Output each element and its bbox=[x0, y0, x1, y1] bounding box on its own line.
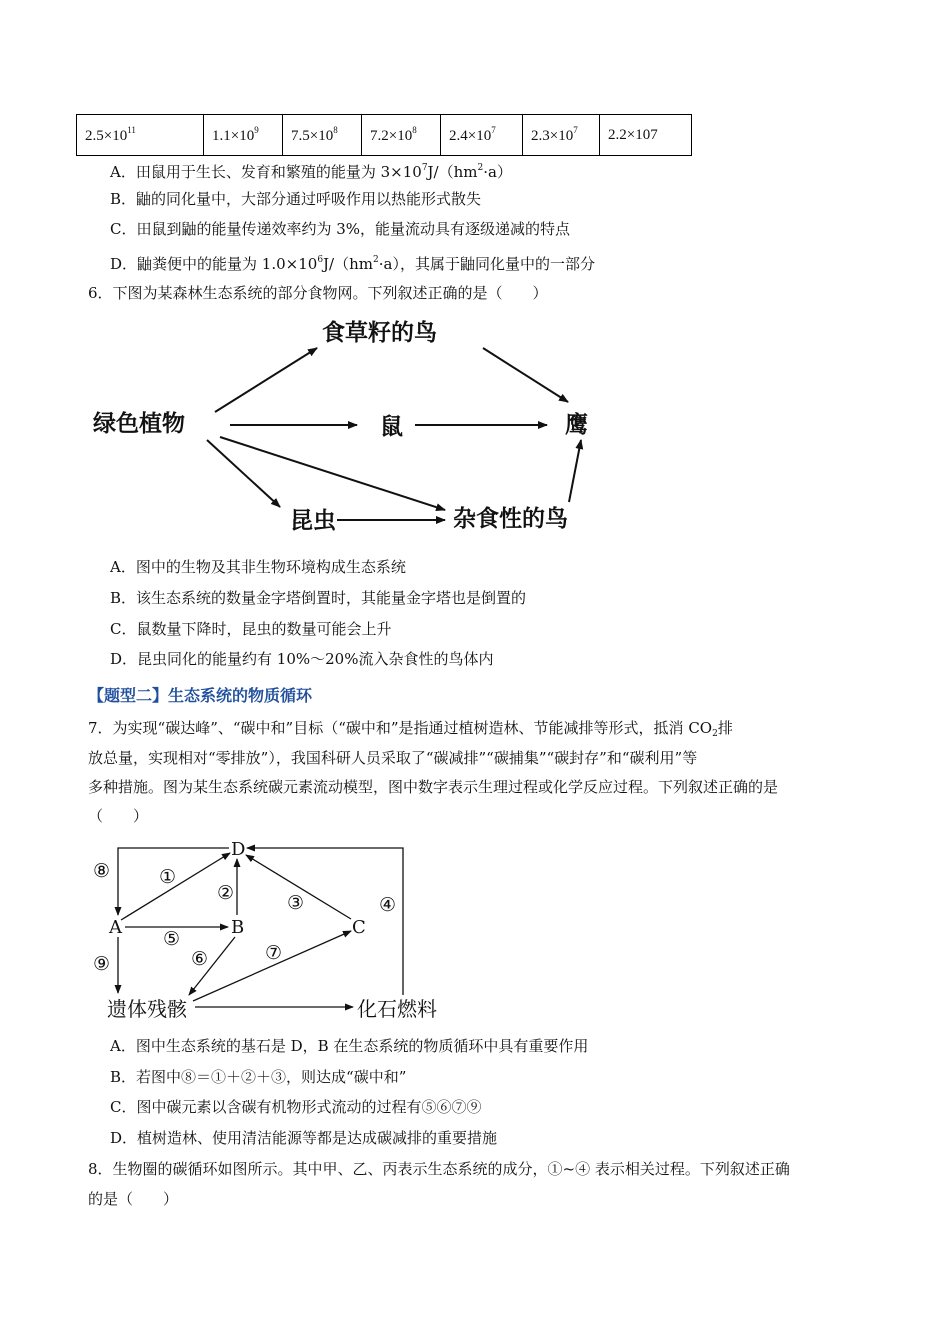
section-title: 【题型二】生态系统的物质循环 bbox=[88, 686, 313, 705]
node-green-plants: 绿色植物 bbox=[93, 411, 185, 437]
q8-stem-line2: 的是（ ） bbox=[88, 1190, 179, 1208]
table-cell: 2.2×107 bbox=[600, 115, 692, 156]
carbon-flow-diagram bbox=[85, 835, 465, 1025]
arrow-plants-to-seed-bird bbox=[215, 348, 317, 412]
q7-option-a: A．图中生态系统的基石是 D，B 在生态系统的物质循环中具有重要作用 bbox=[110, 1037, 589, 1055]
table-cell: $7.5\times 10^8$ bbox=[283, 115, 362, 156]
q6-option-d: D．昆虫同化的能量约有 10%～20%流入杂食性的鸟体内 bbox=[110, 650, 494, 668]
table-cell: $2.3\times 10^7$ bbox=[523, 115, 600, 156]
node-seed-bird: 食草籽的鸟 bbox=[322, 320, 437, 346]
q6-option-b: B．该生态系统的数量金字塔倒置时，其能量金字塔也是倒置的 bbox=[110, 589, 527, 607]
label-7: ⑦ bbox=[265, 942, 283, 964]
label-3: ③ bbox=[287, 892, 305, 914]
arrow-plants-to-omnivore-bird bbox=[220, 437, 445, 510]
arrow-seed-bird-to-hawk bbox=[483, 348, 568, 402]
node-a: A bbox=[109, 917, 122, 938]
q7-stem-line2: 放总量，实现相对“零排放”），我国科研人员采取了“碳减排”“碳捕集”“碳封存”和“碳利用”等 bbox=[88, 749, 698, 767]
label-8: ⑧ bbox=[93, 860, 111, 882]
node-c: C bbox=[352, 917, 366, 938]
q7-stem-line3: 多种措施。图为某生态系统碳元素流动模型，图中数字表示生理过程或化学反应过程。下列叙述正确的是 bbox=[88, 778, 779, 796]
table-cell: $2.4\times 10^7$ bbox=[441, 115, 523, 156]
q7-option-d: D．植树造林、使用清洁能源等都是达成碳减排的重要措施 bbox=[110, 1129, 498, 1147]
node-hawk: 鹰 bbox=[565, 412, 588, 438]
table-row bbox=[77, 115, 692, 156]
node-b: B bbox=[231, 917, 245, 938]
q6-stem: 6．下图为某森林生态系统的部分食物网。下列叙述正确的是（ ） bbox=[88, 284, 548, 302]
q6-option-a: A．图中的生物及其非生物环境构成生态系统 bbox=[110, 558, 406, 576]
food-web-diagram bbox=[85, 312, 630, 542]
q5-option-b: B．鼬的同化量中，大部分通过呼吸作用以热能形式散失 bbox=[110, 190, 482, 208]
label-9: ⑨ bbox=[93, 953, 111, 975]
label-4: ④ bbox=[379, 894, 397, 916]
q7-option-c: C．图中碳元素以含碳有机物形式流动的过程有⑤⑥⑦⑨ bbox=[110, 1098, 482, 1116]
energy-table bbox=[76, 114, 692, 156]
table-cell: $2.5\times 10^{11}$ bbox=[77, 115, 204, 156]
node-d: D bbox=[231, 839, 246, 860]
table-cell: $7.2\times 10^8$ bbox=[362, 115, 441, 156]
node-remains: 遗体残骸 bbox=[107, 997, 187, 1021]
q5-option-d: D．鼬粪便中的能量为 $1.0\times 10^6J/(hm^2\cdot a)$，其属于鼬同化量中的一部分 bbox=[110, 255, 595, 273]
arrow-omnivore-bird-to-hawk bbox=[569, 440, 581, 502]
node-insect: 昆虫 bbox=[290, 508, 336, 534]
q7-option-b: B．若图中⑧＝①＋②＋③，则达成“碳中和” bbox=[110, 1068, 407, 1086]
arrow-1 bbox=[121, 853, 230, 920]
node-fossil-fuel: 化石燃料 bbox=[357, 997, 437, 1021]
label-6: ⑥ bbox=[191, 948, 209, 970]
arrow-plants-to-insect bbox=[207, 440, 280, 507]
table-cell: $1.1\times 10^9$ bbox=[204, 115, 283, 156]
q7-stem-line4: （ ） bbox=[88, 807, 149, 825]
label-5: ⑤ bbox=[163, 928, 181, 950]
node-omnivore-bird: 杂食性的鸟 bbox=[453, 506, 568, 532]
node-mouse: 鼠 bbox=[380, 414, 403, 440]
q8-stem-line1: 8．生物圈的碳循环如图所示。其中甲、乙、丙表示生态系统的成分，①~④ 表示相关过程。下列叙述正确 bbox=[88, 1160, 790, 1178]
q5-option-c: C．田鼠到鼬的能量传递效率约为 3%，能量流动具有逐级递减的特点 bbox=[110, 220, 571, 238]
q7-stem-line1: 7．为实现“碳达峰”、“碳中和”目标（“碳中和”是指通过植树造林、节能减排等形式，抵消 $CO_2$排 bbox=[88, 719, 733, 739]
q5-option-a: A．田鼠用于生长、发育和繁殖的能量为 $3\times 10^7J/(hm^2\cdot a)$ bbox=[110, 163, 512, 181]
label-1: ① bbox=[159, 866, 177, 888]
label-2: ② bbox=[217, 882, 235, 904]
q6-option-c: C．鼠数量下降时，昆虫的数量可能会上升 bbox=[110, 620, 392, 638]
